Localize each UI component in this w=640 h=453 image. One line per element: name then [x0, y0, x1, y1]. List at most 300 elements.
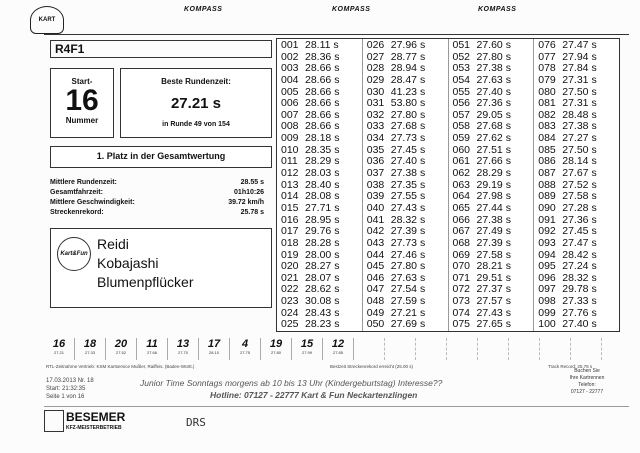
lap-number: 030 — [366, 85, 385, 98]
lap-time: 28.36 s — [305, 50, 340, 63]
footer-divider — [44, 406, 629, 407]
start-sublabel: Nummer — [65, 116, 99, 125]
lap-number: 062 — [452, 167, 471, 180]
lap-time: 28.00 s — [305, 248, 340, 261]
lap-number: 012 — [281, 167, 299, 180]
lap-number: 007 — [281, 108, 299, 121]
lap-number: 006 — [281, 97, 299, 110]
placements-strip — [44, 338, 629, 360]
lap-time: 28.95 s — [305, 213, 340, 226]
placement-number: 17 — [207, 338, 221, 350]
placement-time: 27.21 — [53, 350, 64, 355]
lap-row — [363, 203, 448, 215]
lap-time: 27.38 s — [476, 62, 511, 75]
lap-time: 27.63 s — [476, 73, 511, 86]
lap-number: 065 — [452, 201, 471, 214]
placement-number: 11 — [146, 338, 158, 350]
driver-name: Blumenpflücker — [97, 274, 194, 290]
lap-time: 27.76 s — [562, 306, 597, 319]
lap-row — [449, 296, 534, 308]
lap-row — [277, 40, 362, 52]
sponsor-name: BESEMER — [66, 410, 126, 424]
lap-number: 013 — [281, 178, 299, 191]
lap-row — [534, 168, 619, 180]
lap-number: 051 — [452, 39, 471, 51]
handwritten-note: DRS — [186, 416, 206, 429]
placement-cell-empty — [416, 338, 447, 360]
lap-number: 069 — [452, 248, 471, 261]
lap-number: 066 — [452, 213, 471, 226]
lap-time: 27.80 s — [390, 260, 426, 273]
placement-time: 27.70 — [177, 350, 188, 355]
lap-row — [449, 203, 534, 215]
lap-time: 27.80 s — [390, 108, 426, 121]
placement-cell-empty — [385, 338, 416, 360]
lap-number: 097 — [538, 283, 556, 296]
lap-number: 019 — [281, 248, 299, 261]
lap-number: 024 — [281, 306, 299, 319]
lap-time: 28.47 s — [390, 73, 426, 86]
lap-number: 034 — [366, 132, 385, 145]
lap-time: 27.51 s — [476, 143, 511, 156]
lap-time: 29.76 s — [305, 225, 340, 238]
lap-time: 28.66 s — [305, 85, 340, 98]
lap-number: 061 — [452, 155, 471, 168]
lap-number: 037 — [366, 167, 385, 180]
lap-time: 28.27 s — [305, 260, 340, 273]
lap-number: 087 — [538, 167, 556, 180]
placement-number: 20 — [114, 338, 128, 350]
stat-value: 28.55 s — [240, 179, 264, 186]
lap-number: 079 — [538, 73, 556, 86]
lap-number: 047 — [366, 283, 385, 296]
lap-number: 023 — [281, 295, 299, 308]
lap-number: 054 — [452, 73, 471, 86]
sponsor-sub: KFZ-MEISTERBETRIEB — [66, 425, 122, 431]
stat-label: Mittlere Geschwindigkeit: — [50, 199, 135, 206]
lap-number: 084 — [538, 132, 556, 145]
lap-number: 042 — [366, 225, 385, 238]
lap-time: 27.46 s — [390, 248, 426, 261]
lap-column — [363, 39, 449, 331]
lap-number: 050 — [366, 318, 385, 331]
lap-number: 040 — [366, 201, 385, 214]
booking-line: Buchen Sie — [574, 368, 600, 374]
lap-time: 28.07 s — [305, 271, 340, 284]
lap-time: 27.24 s — [562, 260, 597, 273]
lap-time: 53.80 s — [390, 97, 426, 110]
lap-column — [534, 39, 619, 331]
lap-time: 27.44 s — [476, 201, 511, 214]
lap-row — [534, 296, 619, 308]
lap-time: 27.40 s — [562, 318, 597, 331]
page-number: Seite 1 von 16 — [46, 394, 85, 400]
lap-row — [277, 296, 362, 308]
best-lap-box — [120, 68, 272, 138]
lap-time: 27.40 s — [390, 155, 426, 168]
lap-row — [363, 296, 448, 308]
lap-number: 083 — [538, 120, 556, 133]
stat-row — [50, 178, 272, 188]
lap-number: 017 — [281, 225, 299, 238]
lap-number: 015 — [281, 201, 299, 214]
lap-time: 27.84 s — [562, 62, 597, 75]
lap-time: 28.66 s — [305, 73, 340, 86]
booking-line: Telefon: — [578, 382, 596, 388]
lap-number: 100 — [538, 318, 556, 331]
lap-row — [363, 319, 448, 331]
booking-line: Ihre Kartrennen — [569, 375, 605, 381]
lap-number: 074 — [452, 306, 471, 319]
lap-row — [277, 238, 362, 250]
lap-row — [534, 75, 619, 87]
lap-time: 28.29 s — [476, 167, 511, 180]
placement-cell — [199, 338, 230, 360]
best-lap-value: 27.21 s — [170, 95, 222, 112]
placement-time: 27.52 — [115, 350, 126, 355]
kart-fun-logo-icon: Kart&Fun — [57, 237, 91, 271]
placement-cell-empty — [478, 338, 509, 360]
placement-cell — [168, 338, 199, 360]
start-number: 16 — [65, 84, 99, 117]
lap-time: 28.66 s — [305, 97, 340, 110]
lap-number: 099 — [538, 306, 556, 319]
brand-logo: KOMPASS — [332, 6, 371, 13]
lap-time: 29.78 s — [562, 283, 597, 296]
lap-time: 27.58 s — [562, 190, 597, 203]
lap-number: 088 — [538, 178, 556, 191]
lap-time: 27.96 s — [390, 39, 426, 51]
booking-info — [546, 368, 628, 396]
lap-number: 070 — [452, 260, 471, 273]
lap-number: 052 — [452, 50, 471, 63]
lap-time: 27.98 s — [476, 190, 511, 203]
lap-time: 27.68 s — [476, 120, 511, 133]
lap-time: 27.80 s — [476, 50, 511, 63]
lap-number: 038 — [366, 178, 385, 191]
lap-time: 27.49 s — [476, 225, 511, 238]
lap-time: 27.38 s — [476, 213, 511, 226]
lap-time: 27.68 s — [390, 120, 426, 133]
lap-time: 27.35 s — [390, 178, 426, 191]
lap-number: 003 — [281, 62, 299, 75]
lap-time: 28.66 s — [305, 62, 340, 75]
lap-time: 27.47 s — [562, 39, 597, 51]
lap-time: 28.08 s — [305, 190, 340, 203]
lap-number: 008 — [281, 120, 299, 133]
lap-row — [534, 319, 619, 331]
lap-row — [277, 203, 362, 215]
driver-name: Kobajashi — [97, 255, 159, 271]
lap-number: 045 — [366, 260, 385, 273]
lap-number: 091 — [538, 213, 556, 226]
lap-time: 28.14 s — [562, 155, 597, 168]
placement-time: 27.80 — [270, 350, 281, 355]
lap-number: 075 — [452, 318, 471, 331]
lap-time: 27.59 s — [390, 295, 426, 308]
lap-number: 096 — [538, 271, 556, 284]
lap-number: 082 — [538, 108, 556, 121]
lap-time: 27.66 s — [476, 155, 511, 168]
stat-value: 39.72 km/h — [228, 199, 264, 206]
lap-number: 043 — [366, 236, 385, 249]
booking-line: 07127 - 22777 — [570, 389, 604, 395]
lap-number: 039 — [366, 190, 385, 203]
placement-number: 4 — [241, 338, 249, 350]
hotline-text: Hotline: 07127 - 22777 Kart & Fun Neckartenzlingen — [210, 390, 418, 400]
lap-time: 28.11 s — [305, 39, 339, 51]
lap-number: 060 — [452, 143, 471, 156]
lap-number: 004 — [281, 73, 299, 86]
placement-number: 18 — [83, 338, 97, 350]
placement-number: 16 — [52, 338, 66, 350]
placement-cell — [106, 338, 137, 360]
lap-time: 29.05 s — [476, 108, 511, 121]
stat-value: 25.78 s — [240, 209, 264, 216]
stat-label: Streckenrekord: — [50, 209, 104, 216]
lap-column — [277, 39, 363, 331]
placement-cell-empty — [447, 338, 478, 360]
placement-cell — [75, 338, 106, 360]
lap-time: 28.62 s — [305, 283, 340, 296]
promo-text: Junior Time Sonntags morgens ab 10 bis 13 Uhr (Kindergeburtstag) Interesse?? — [140, 378, 443, 388]
driver-box — [50, 228, 272, 308]
placement-time: 27.66 — [146, 350, 157, 355]
lap-number: 063 — [452, 178, 471, 191]
lap-number: 086 — [538, 155, 556, 168]
placement-number: 12 — [331, 338, 345, 350]
lap-time: 27.63 s — [390, 271, 426, 284]
lap-number: 005 — [281, 85, 299, 98]
lap-time: 27.39 s — [476, 236, 511, 249]
lap-time: 28.32 s — [562, 271, 597, 284]
lap-time: 27.31 s — [562, 73, 597, 86]
placement-time: 27.75 — [239, 350, 250, 355]
placement-cell — [44, 338, 75, 360]
lap-number: 029 — [366, 73, 385, 86]
placement-box: 1. Platz in der Gesamtwertung — [50, 146, 272, 168]
placement-cell — [292, 338, 323, 360]
lap-row — [277, 168, 362, 180]
lap-time: 29.19 s — [476, 178, 511, 191]
placement-time: 27.85 — [332, 350, 343, 355]
lap-number: 098 — [538, 295, 556, 308]
placement-time: 28.10 — [208, 350, 219, 355]
placement-cell — [230, 338, 261, 360]
footer-meta: RTL-Zeitnahme Vertrieb: KSM Kartservice Mußler, Raiffeis. (Baden-Württ.) — [46, 364, 195, 369]
placement-cell-empty — [571, 338, 602, 360]
placement-cell-empty — [354, 338, 385, 360]
lap-number: 009 — [281, 132, 299, 145]
stat-row — [50, 198, 272, 208]
lap-time: 27.62 s — [476, 132, 511, 145]
lap-row — [449, 238, 534, 250]
lap-number: 095 — [538, 260, 556, 273]
brand-logo: KOMPASS — [478, 6, 517, 13]
lap-time: 28.35 s — [305, 143, 340, 156]
header-divider — [44, 34, 629, 35]
lap-row — [363, 40, 448, 52]
lap-number: 025 — [281, 318, 299, 331]
stat-row — [50, 208, 272, 218]
lap-number: 022 — [281, 283, 299, 296]
lap-number: 046 — [366, 271, 385, 284]
lap-number: 011 — [281, 155, 298, 168]
lap-number: 056 — [452, 97, 471, 110]
placement-cell-empty — [540, 338, 571, 360]
lap-time: 27.69 s — [390, 318, 426, 331]
lap-row — [363, 238, 448, 250]
lap-time: 27.57 s — [476, 295, 511, 308]
lap-number: 058 — [452, 120, 471, 133]
lap-number: 057 — [452, 108, 471, 121]
lap-time: 28.48 s — [562, 108, 597, 121]
lap-number: 041 — [366, 213, 385, 226]
driver-names — [97, 235, 194, 292]
lap-number: 026 — [366, 39, 385, 51]
kart-logo-icon: KART — [30, 6, 64, 34]
stat-label: Mittlere Rundenzeit: — [50, 179, 117, 186]
sheet-id: R4F1 — [50, 40, 272, 58]
lap-time: 27.50 s — [562, 85, 597, 98]
lap-row — [449, 168, 534, 180]
lap-time: 28.43 s — [305, 306, 340, 319]
lap-time: 27.45 s — [562, 225, 597, 238]
lap-time: 27.36 s — [476, 97, 511, 110]
lap-number: 080 — [538, 85, 556, 98]
stat-label: Gesamtfahrzeit: — [50, 189, 103, 196]
lap-number: 068 — [452, 236, 471, 249]
track-record-note: Bestzeit Streckenrekord erreicht (25.00 s) — [330, 364, 414, 369]
stat-row — [50, 188, 272, 198]
lap-row — [449, 75, 534, 87]
placement-cell — [323, 338, 354, 360]
start-time: Start: 21:32:35 — [46, 386, 86, 392]
lap-number: 081 — [538, 97, 556, 110]
stats-block — [50, 178, 272, 218]
lap-number: 073 — [452, 295, 471, 308]
placement-time: 27.99 — [301, 350, 312, 355]
lap-time: 28.23 s — [305, 318, 340, 331]
lap-number: 048 — [366, 295, 385, 308]
lap-column — [449, 39, 535, 331]
lap-number: 055 — [452, 85, 471, 98]
lap-time: 28.66 s — [305, 108, 340, 121]
lap-row — [534, 203, 619, 215]
lap-number: 085 — [538, 143, 556, 156]
lap-number: 016 — [281, 213, 299, 226]
lap-time: 28.42 s — [562, 248, 597, 261]
lap-row — [363, 75, 448, 87]
lap-time: 27.73 s — [390, 132, 426, 145]
lap-row — [277, 319, 362, 331]
lap-number: 035 — [366, 143, 385, 156]
lap-time: 28.03 s — [305, 167, 340, 180]
best-lap-label: Beste Rundenzeit: — [161, 77, 231, 86]
lap-time: 28.28 s — [305, 236, 340, 249]
lap-number: 053 — [452, 62, 471, 75]
lap-time: 27.38 s — [562, 120, 597, 133]
lap-number: 089 — [538, 190, 556, 203]
brand-logo: KOMPASS — [184, 6, 223, 13]
lap-number: 094 — [538, 248, 556, 261]
lap-number: 010 — [281, 143, 299, 156]
lap-number: 002 — [281, 50, 299, 63]
placement-cell — [261, 338, 292, 360]
lap-time: 41.23 s — [390, 85, 426, 98]
sponsor-logo-icon — [44, 410, 64, 432]
lap-time: 27.45 s — [390, 143, 426, 156]
lap-number: 072 — [452, 283, 471, 296]
lap-number: 020 — [281, 260, 299, 273]
lap-row — [534, 238, 619, 250]
lap-time: 28.29 s — [305, 155, 340, 168]
start-label: Start- — [71, 77, 93, 86]
placement-number: 19 — [269, 338, 283, 350]
lap-time: 28.18 s — [305, 132, 340, 145]
lap-number: 031 — [366, 97, 385, 110]
driver-name: Reidi — [97, 236, 129, 252]
lap-number: 028 — [366, 62, 385, 75]
lap-number: 049 — [366, 306, 385, 319]
lap-time: 28.94 s — [390, 62, 426, 75]
lap-time: 27.67 s — [562, 167, 597, 180]
lap-time: 28.21 s — [476, 260, 511, 273]
lap-time: 28.77 s — [390, 50, 426, 63]
lap-time: 27.65 s — [476, 318, 511, 331]
lap-number: 093 — [538, 236, 556, 249]
placement-number: 13 — [176, 338, 190, 350]
lap-time: 27.50 s — [562, 143, 597, 156]
lap-time: 27.52 s — [562, 178, 597, 191]
lap-time: 27.43 s — [476, 306, 511, 319]
stat-value: 01h10:26 — [234, 189, 264, 196]
lap-time: 27.55 s — [390, 190, 426, 203]
placement-cell — [137, 338, 168, 360]
lap-time: 27.40 s — [476, 85, 511, 98]
lap-time: 27.28 s — [562, 201, 597, 214]
lap-time: 27.39 s — [390, 225, 426, 238]
lap-number: 067 — [452, 225, 471, 238]
lap-number: 071 — [452, 271, 471, 284]
lap-number: 078 — [538, 62, 556, 75]
lap-time: 27.94 s — [562, 50, 597, 63]
placement-number: 15 — [300, 338, 314, 350]
lap-time: 27.21 s — [390, 306, 426, 319]
lap-time: 27.54 s — [390, 283, 426, 296]
lap-time: 27.47 s — [562, 236, 597, 249]
lap-number: 036 — [366, 155, 385, 168]
lap-number: 018 — [281, 236, 299, 249]
lap-time: 27.31 s — [562, 97, 597, 110]
lap-number: 059 — [452, 132, 471, 145]
lap-time: 27.58 s — [476, 248, 511, 261]
lap-row — [363, 168, 448, 180]
lap-time: 27.43 s — [390, 201, 426, 214]
placement-cell-empty — [509, 338, 540, 360]
lap-time: 27.38 s — [390, 167, 426, 180]
lap-time: 27.27 s — [562, 132, 597, 145]
lap-time: 29.51 s — [476, 271, 511, 284]
best-lap-sub: in Runde 49 von 154 — [162, 121, 230, 128]
lap-number: 032 — [366, 108, 385, 121]
lap-row — [534, 40, 619, 52]
lap-number: 064 — [452, 190, 471, 203]
lap-number: 076 — [538, 39, 556, 51]
lap-row — [449, 319, 534, 331]
timestamp: 17.03.2013 Nr. 18 — [46, 378, 94, 384]
lap-number: 090 — [538, 201, 556, 214]
